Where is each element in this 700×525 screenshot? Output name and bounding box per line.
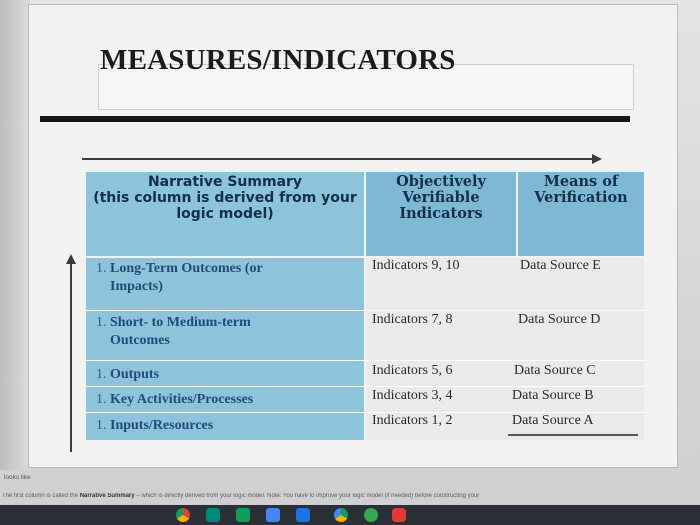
narrative-row-long-term [96,260,263,296]
taskbar [0,505,700,525]
row-label: Long-Term Outcomes (or [110,261,263,276]
indicator-cell: Indicators 9, 10 [372,258,460,273]
verification-cell: Data Source C [514,363,596,378]
header-line: (this column is derived from your [93,190,357,206]
verification-cell: Data Source E [520,258,601,273]
verification-cell: Data Source D [518,312,601,327]
classroom-icon[interactable] [236,508,250,522]
row-label: Outcomes [110,333,170,348]
row-label: Key Activities/Processes [110,392,254,407]
youtube-icon[interactable] [392,508,406,522]
header-line: Narrative Summary [147,174,303,190]
row-number: 1. [96,261,107,276]
narrative-row-outputs [96,366,159,384]
row-label: Outputs [110,367,160,382]
slide-title: MEASURES/INDICATORS [100,44,456,76]
header-means-of-verification [518,172,644,256]
header-narrative-summary [86,172,364,256]
indicator-cell: Indicators 1, 2 [372,413,453,428]
meet-icon[interactable] [206,508,220,522]
play-store-icon[interactable] [364,508,378,522]
screen-bezel [0,0,30,470]
caption-lead: The first column is called the [2,493,80,499]
header-indicators [366,172,516,256]
row-divider [86,360,644,361]
verification-cell: Data Source B [512,388,594,403]
cursor-underline [508,434,638,436]
row-divider [86,310,644,311]
verification-cell: Data Source A [512,413,594,428]
chrome-icon[interactable] [176,508,190,522]
narrative-row-short-medium [96,314,251,350]
arrow-up-icon [66,254,76,264]
indicator-cell: Indicators 5, 6 [372,363,453,378]
horizontal-arrow [82,158,594,160]
row-number: 1. [96,367,107,382]
header-line: logic model) [176,206,274,222]
row-number: 1. [96,418,107,433]
drive-icon[interactable] [334,508,348,522]
caption-paragraph [2,493,698,499]
header-line: Indicators [399,205,483,222]
caption-looks-like: looks like [4,474,31,481]
caption-rest: – which is directly derived from your logic model. Note: You have to improve your logic model (if needed) before constructing your [134,493,480,499]
arrow-right-icon [592,154,602,164]
header-line: Verifiable [402,189,480,206]
row-number: 1. [96,315,107,330]
header-line: Means of [543,173,619,190]
logframe-table [86,172,644,440]
narrative-row-activities [96,391,253,409]
caption-bold: Narrative Summary [79,493,135,499]
row-number: 1. [96,392,107,407]
indicator-cell: Indicators 3, 4 [372,388,453,403]
calendar-icon[interactable] [296,508,310,522]
row-label: Impacts) [110,279,163,294]
header-line: Objectively [396,173,486,190]
header-line: Verification [534,189,628,206]
title-divider [40,116,630,122]
row-divider [86,386,644,387]
indicator-cell: Indicators 7, 8 [372,312,453,327]
docs-icon[interactable] [266,508,280,522]
row-label: Inputs/Resources [110,418,214,433]
narrative-row-inputs [96,417,213,435]
row-label: Short- to Medium-term [110,315,251,330]
vertical-arrow [70,262,72,452]
